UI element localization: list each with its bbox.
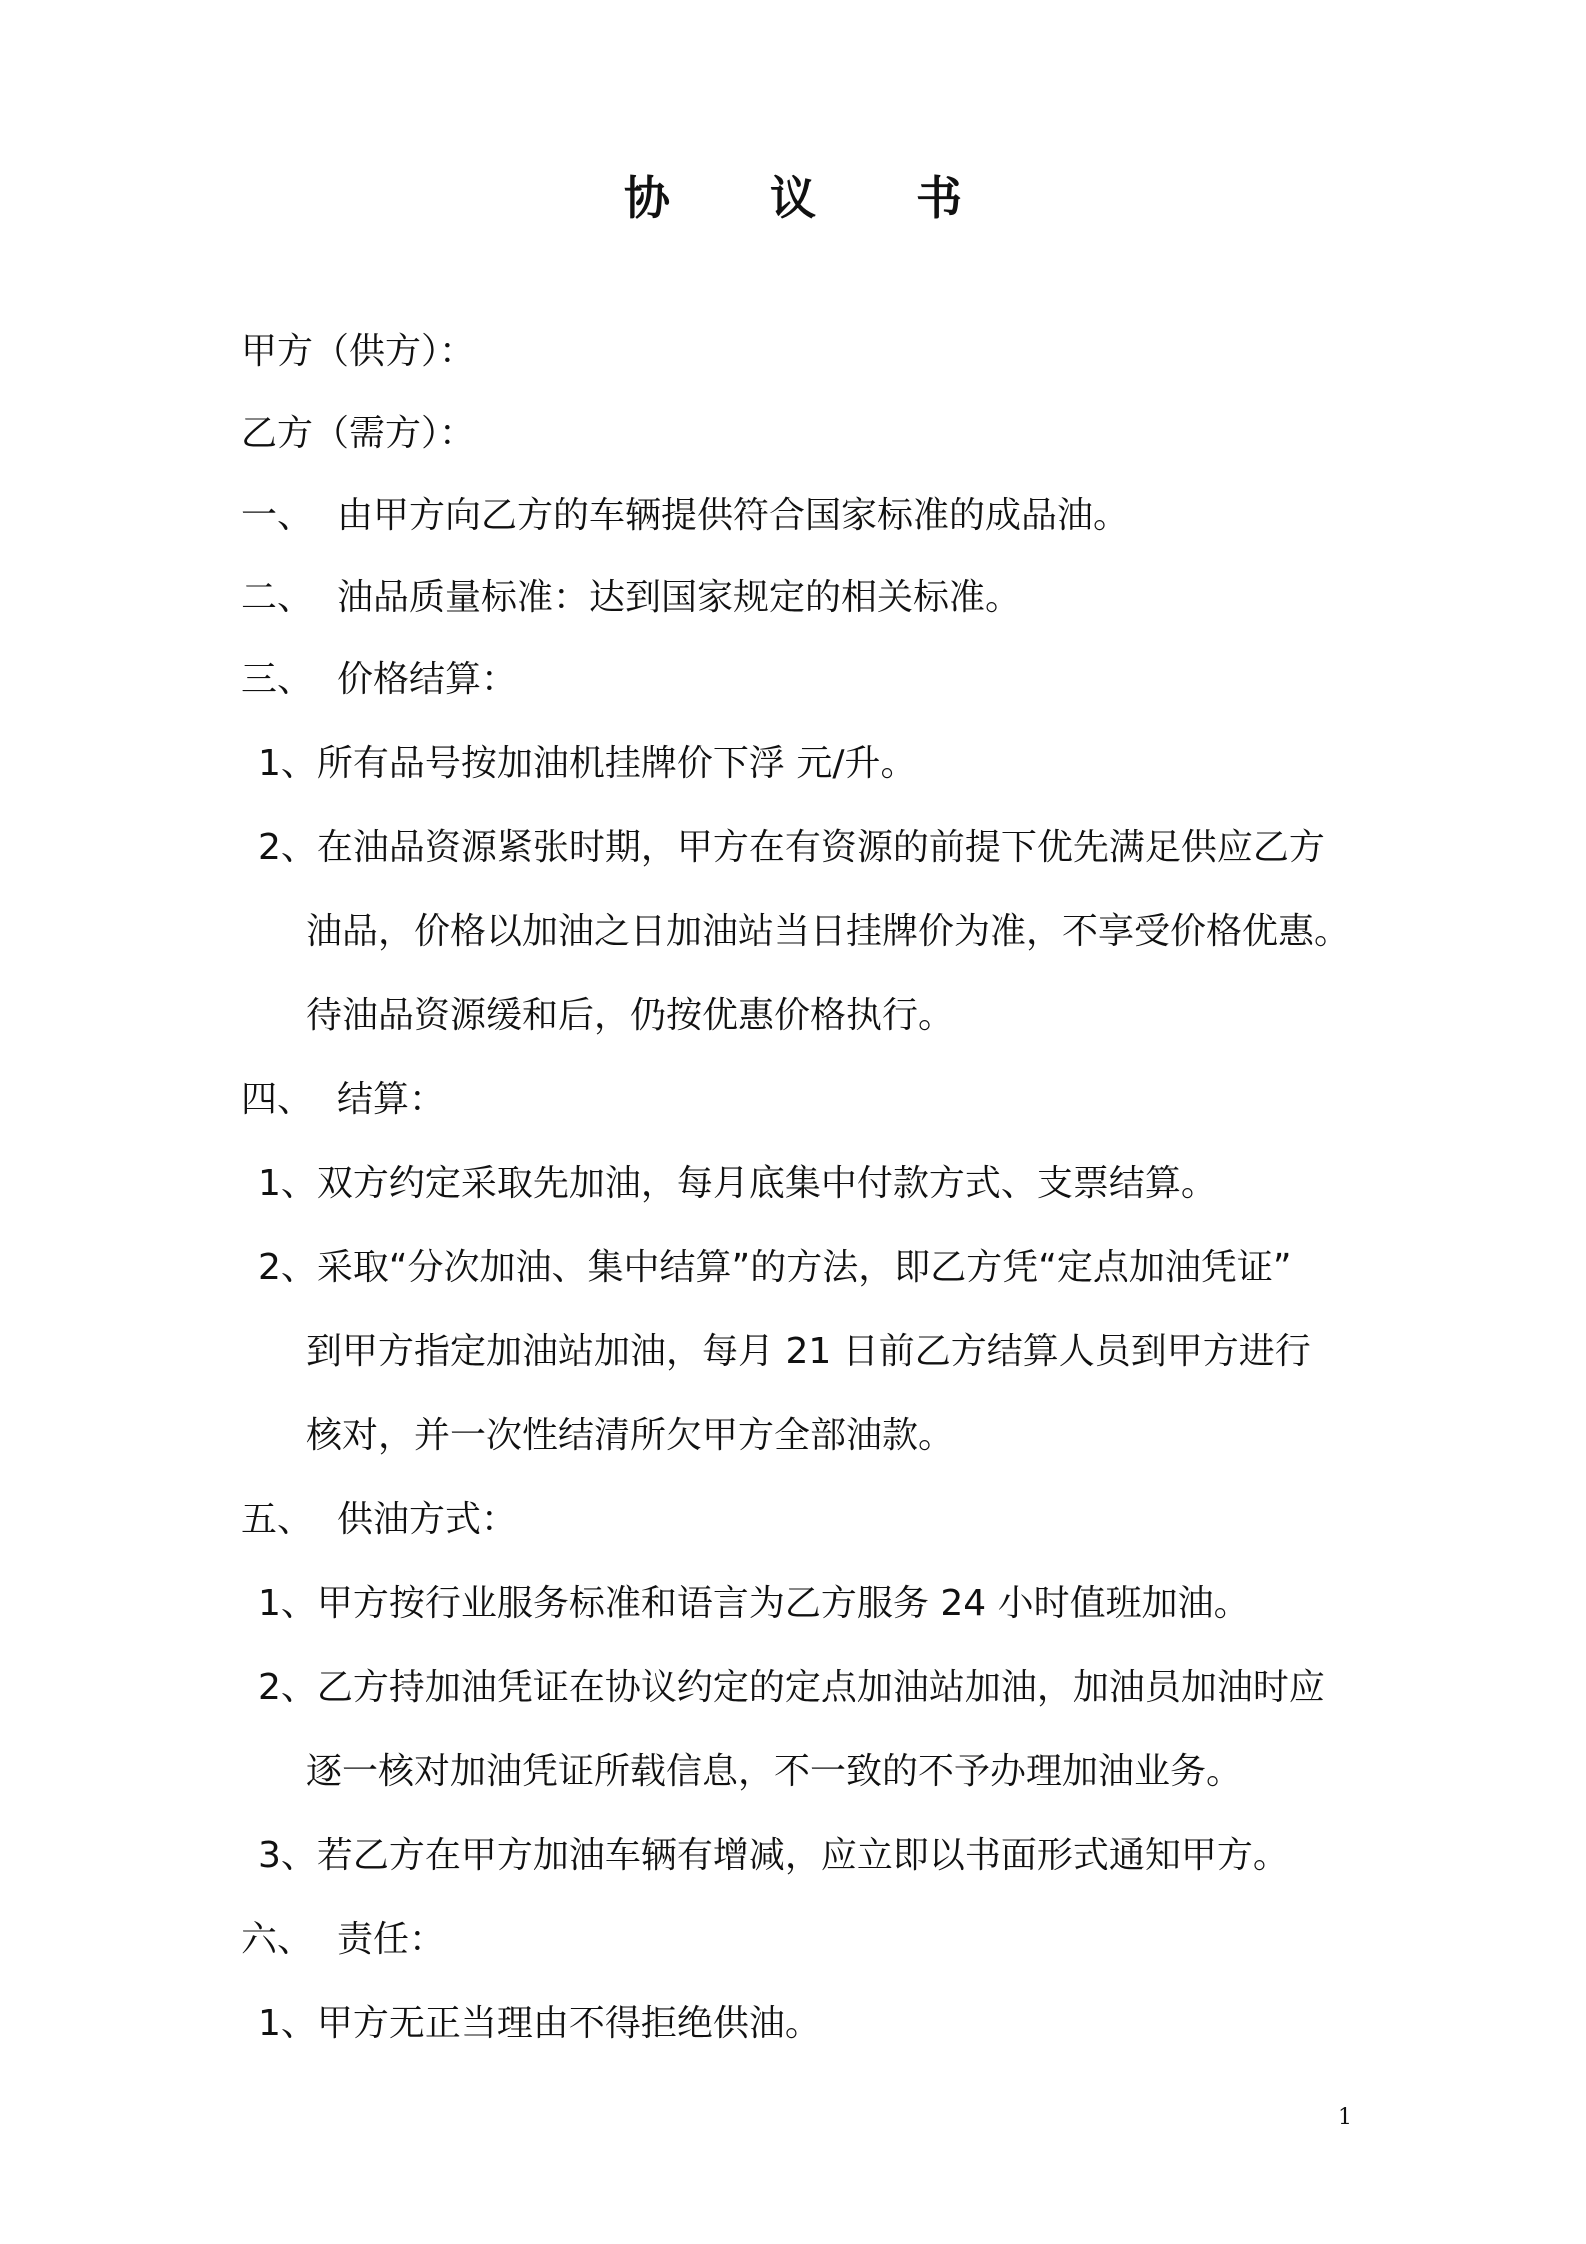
section-3-item-2-line-2: 油品，价格以加油之日加油站当日挂牌价为准，不享受价格优惠。 — [306, 911, 1351, 952]
party-b-line: 乙方（需方）： — [241, 413, 476, 454]
section-5-item-2-line-1: 2、乙方持加油凭证在协议约定的定点加油站加油，加油员加油时应 — [258, 1667, 1325, 1708]
section-2-marker: 二、 — [241, 577, 314, 618]
section-1-marker: 一、 — [241, 495, 314, 536]
section-3-title: 价格结算： — [337, 659, 518, 700]
section-4-title: 结算： — [337, 1079, 446, 1120]
section-5-item-3-line-1: 3、若乙方在甲方加油车辆有增减，应立即以书面形式通知甲方。 — [258, 1835, 1289, 1876]
section-3-heading — [241, 656, 517, 704]
section-2-title: 油品质量标准：达到国家规定的相关标准。 — [337, 577, 1022, 618]
section-5-item-2-line-2: 逐一核对加油凭证所载信息，不一致的不予办理加油业务。 — [306, 1751, 1243, 1792]
section-4-item-2-line-3: 核对，并一次性结清所欠甲方全部油款。 — [306, 1415, 955, 1456]
section-6-title: 责任： — [337, 1919, 446, 1960]
section-2-heading — [241, 574, 1021, 622]
section-4-marker: 四、 — [241, 1079, 314, 1120]
section-5-title: 供油方式： — [337, 1499, 518, 1540]
section-6-item-1-line-1: 1、甲方无正当理由不得拒绝供油。 — [258, 2003, 821, 2044]
section-4-heading — [241, 1076, 445, 1124]
party-a-line: 甲方（供方）： — [241, 331, 476, 372]
section-5-heading — [241, 1496, 517, 1544]
page-number: 1 — [1338, 2105, 1352, 2130]
section-3-item-2-line-1: 2、在油品资源紧张时期，甲方在有资源的前提下优先满足供应乙方 — [258, 827, 1325, 868]
section-5-item-1-line-1: 1、甲方按行业服务标准和语言为乙方服务 24 小时值班加油。 — [258, 1583, 1250, 1624]
section-5-marker: 五、 — [241, 1499, 314, 1540]
section-1-title: 由甲方向乙方的车辆提供符合国家标准的成品油。 — [337, 495, 1130, 536]
section-3-item-2-line-3: 待油品资源缓和后，仍按优惠价格执行。 — [306, 995, 955, 1036]
section-6-heading — [241, 1916, 445, 1964]
section-4-item-1-line-1: 1、双方约定采取先加油，每月底集中付款方式、支票结算。 — [258, 1163, 1217, 1204]
section-4-item-2-line-2: 到甲方指定加油站加油，每月 21 日前乙方结算人员到甲方进行 — [306, 1331, 1311, 1372]
section-3-marker: 三、 — [241, 659, 314, 700]
document-title: 协 议 书 — [623, 171, 1005, 225]
section-3-item-1-line-1: 1、所有品号按加油机挂牌价下浮 元/升。 — [258, 743, 917, 784]
section-4-item-2-line-1: 2、采取“分次加油、集中结算”的方法，即乙方凭“定点加油凭证” — [258, 1247, 1292, 1288]
section-1-heading — [241, 492, 1129, 540]
section-6-marker: 六、 — [241, 1919, 314, 1960]
